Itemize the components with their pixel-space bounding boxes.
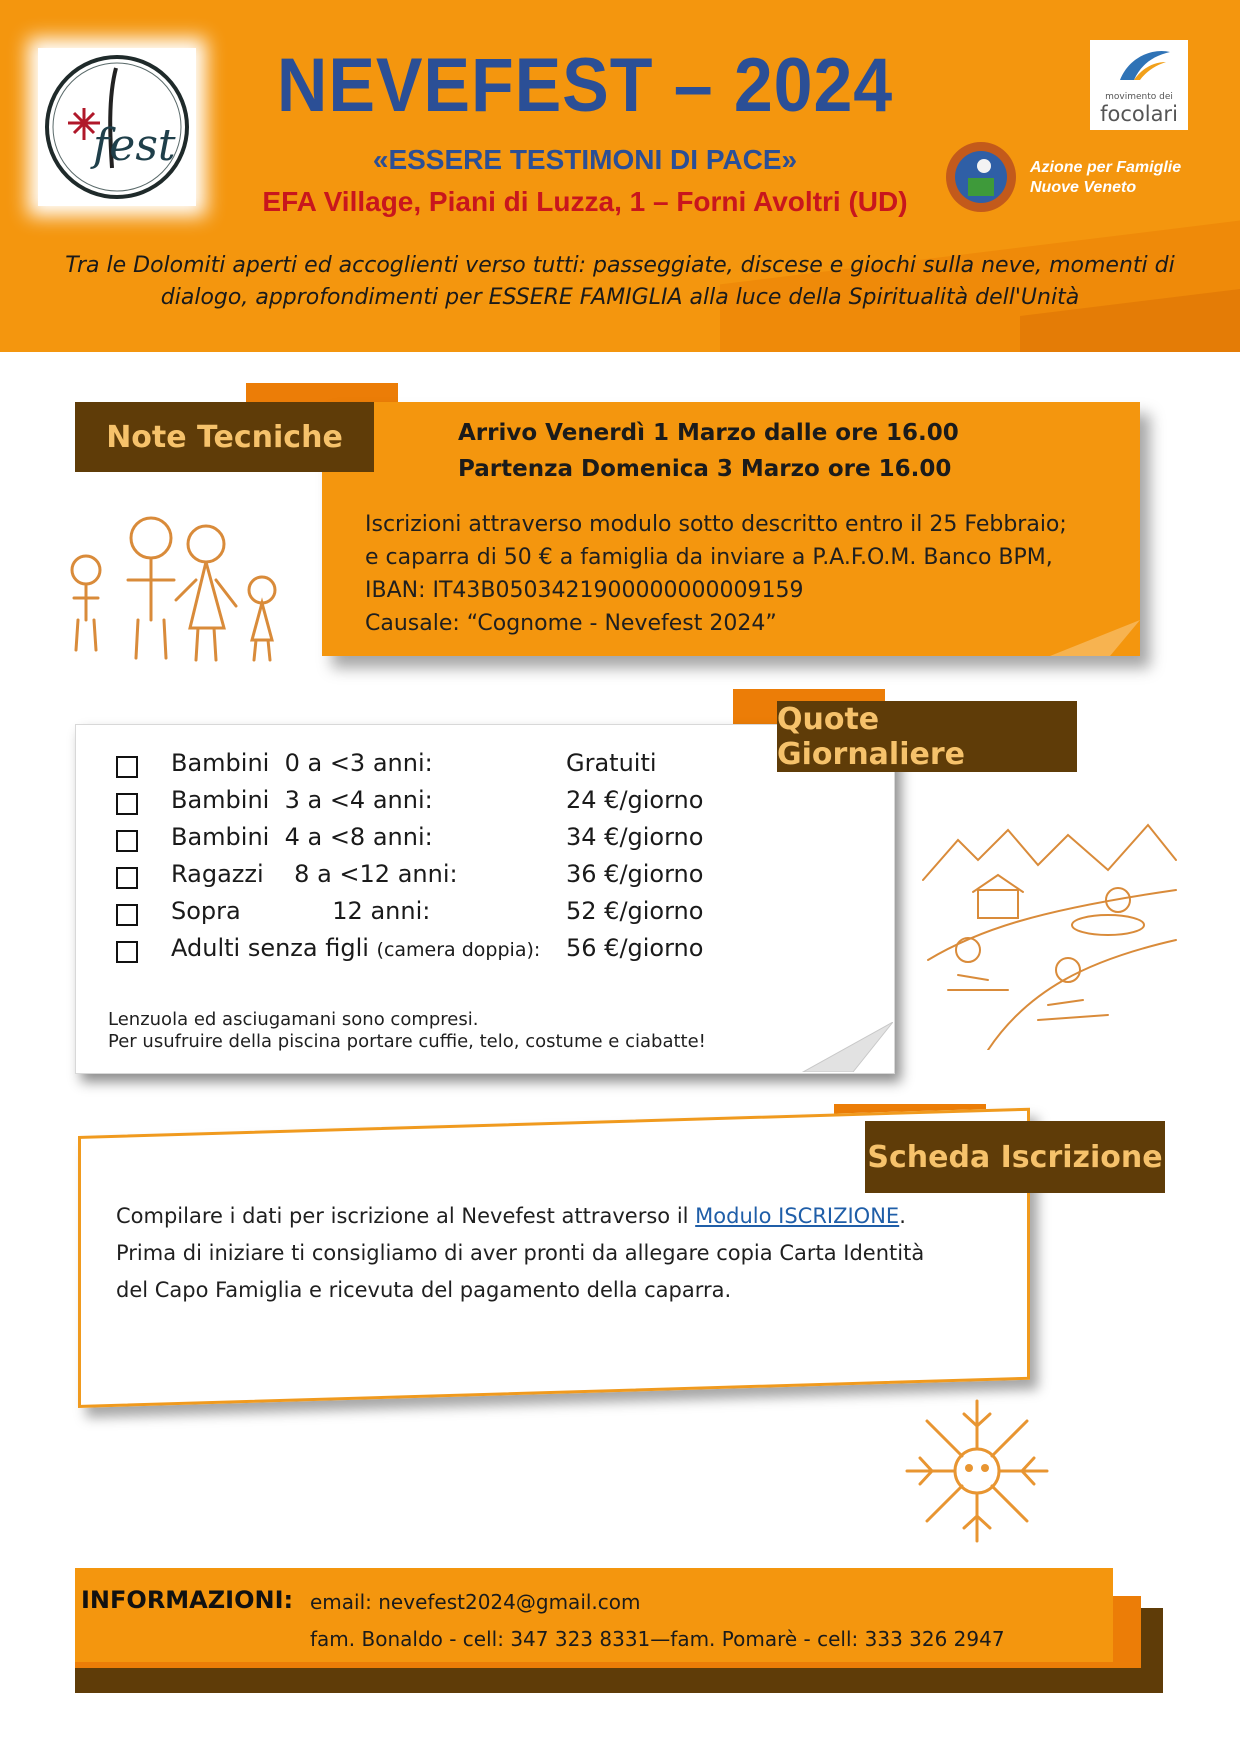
quote-price: 24 €/giorno [566, 786, 704, 814]
quote-page-curl-icon [793, 1022, 893, 1072]
page-curl-icon [1050, 620, 1140, 660]
scheda-line-1: Compilare i dati per iscrizione al Nevefest attraverso il Modulo ISCRIZIONE. [116, 1204, 906, 1228]
quote-price: Gratuiti [566, 749, 657, 777]
checkbox[interactable] [116, 756, 138, 778]
focolari-small-text: movimento dei [1105, 92, 1173, 102]
quote-category: Ragazzi 8 a <12 anni: [171, 860, 458, 888]
scheda-line-2: Prima di iniziare ti consigliamo di aver pronti da allegare copia Carta Identità [116, 1241, 925, 1265]
azione-label-1: Azione per Famiglie [1030, 159, 1182, 176]
footer-phones: fam. Bonaldo - cell: 347 323 8331—fam. Pomarè - cell: 333 326 2947 [310, 1627, 1005, 1651]
family-illustration-icon [56, 510, 296, 670]
venue-line: EFA Village, Piani di Luzza, 1 – Forni Avoltri (UD) [262, 186, 908, 217]
checkbox[interactable] [116, 941, 138, 963]
checkbox[interactable] [116, 867, 138, 889]
scheda-line-3: del Capo Famiglia e ricevuta del pagamento della caparra. [116, 1278, 732, 1302]
note-tecniche-label: Note Tecniche [75, 402, 374, 472]
page-subtitle: «ESSERE TESTIMONI DI PACE» [372, 144, 798, 175]
arrivo-line: Arrivo Venerdì 1 Marzo dalle ore 16.00 [458, 420, 959, 446]
note-causale: Causale: “Cognome - Nevefest 2024” [365, 611, 777, 636]
checkbox[interactable] [116, 793, 138, 815]
logo-text: fest [93, 120, 176, 171]
partenza-line: Partenza Domenica 3 Marzo ore 16.00 [458, 456, 952, 482]
sledding-illustration-icon [918, 820, 1178, 1050]
quote-row [116, 786, 756, 822]
quote-category: Bambini 3 a <4 anni: [171, 786, 433, 814]
quote-category: Adulti senza figli (camera doppia): [171, 934, 541, 962]
quote-note-1: Lenzuola ed asciugamani sono compresi. [108, 1009, 479, 1030]
page-title: NEVEFEST – 2024 [276, 43, 894, 128]
quote-price: 36 €/giorno [566, 860, 704, 888]
focolari-name: focolari [1100, 102, 1178, 126]
quote-category: Bambini 0 a <3 anni: [171, 749, 433, 777]
quote-category: Bambini 4 a <8 anni: [171, 823, 433, 851]
quote-price: 52 €/giorno [566, 897, 704, 925]
snowflake-icon [902, 1396, 1052, 1546]
quote-row [116, 897, 756, 933]
quote-row [116, 749, 756, 785]
informazioni-label: INFORMAZIONI: [81, 1586, 294, 1614]
quote-price: 34 €/giorno [566, 823, 704, 851]
checkbox[interactable] [116, 904, 138, 926]
note-line-1: Iscrizioni attraverso modulo sotto descritto entro il 25 Febbraio; [365, 512, 1067, 537]
intro-paragraph: Tra le Dolomiti aperti ed accoglienti verso tutti: passeggiate, discese e giochi sulla neve, momenti di dialogo, approfondimenti per ESSERE FAMIGLIA alla luce della Spiritualità dell'Unità [65, 253, 1175, 310]
quote-row [116, 823, 756, 859]
note-iban: IBAN: IT43B0503421900000000009159 [365, 578, 804, 603]
quote-giornaliere-label: Quote Giornaliere [777, 701, 1077, 772]
azione-label-2: Nuove Veneto [1030, 179, 1137, 196]
modulo-iscrizione-link[interactable]: Modulo ISCRIZIONE [695, 1204, 900, 1228]
quote-price: 56 €/giorno [566, 934, 704, 962]
quote-card [75, 724, 895, 1074]
footer-email: email: nevefest2024@gmail.com [310, 1590, 641, 1614]
quote-row [116, 934, 756, 970]
checkbox[interactable] [116, 830, 138, 852]
quote-note-2: Per usufruire della piscina portare cuffie, telo, costume e ciabatte! [108, 1031, 706, 1052]
quote-row [116, 860, 756, 896]
quote-category: Sopra 12 anni: [171, 897, 431, 925]
note-line-2: e caparra di 50 € a famiglia da inviare a P.A.F.O.M. Banco BPM, [365, 545, 1053, 570]
scheda-iscrizione-label: Scheda Iscrizione [865, 1121, 1165, 1193]
